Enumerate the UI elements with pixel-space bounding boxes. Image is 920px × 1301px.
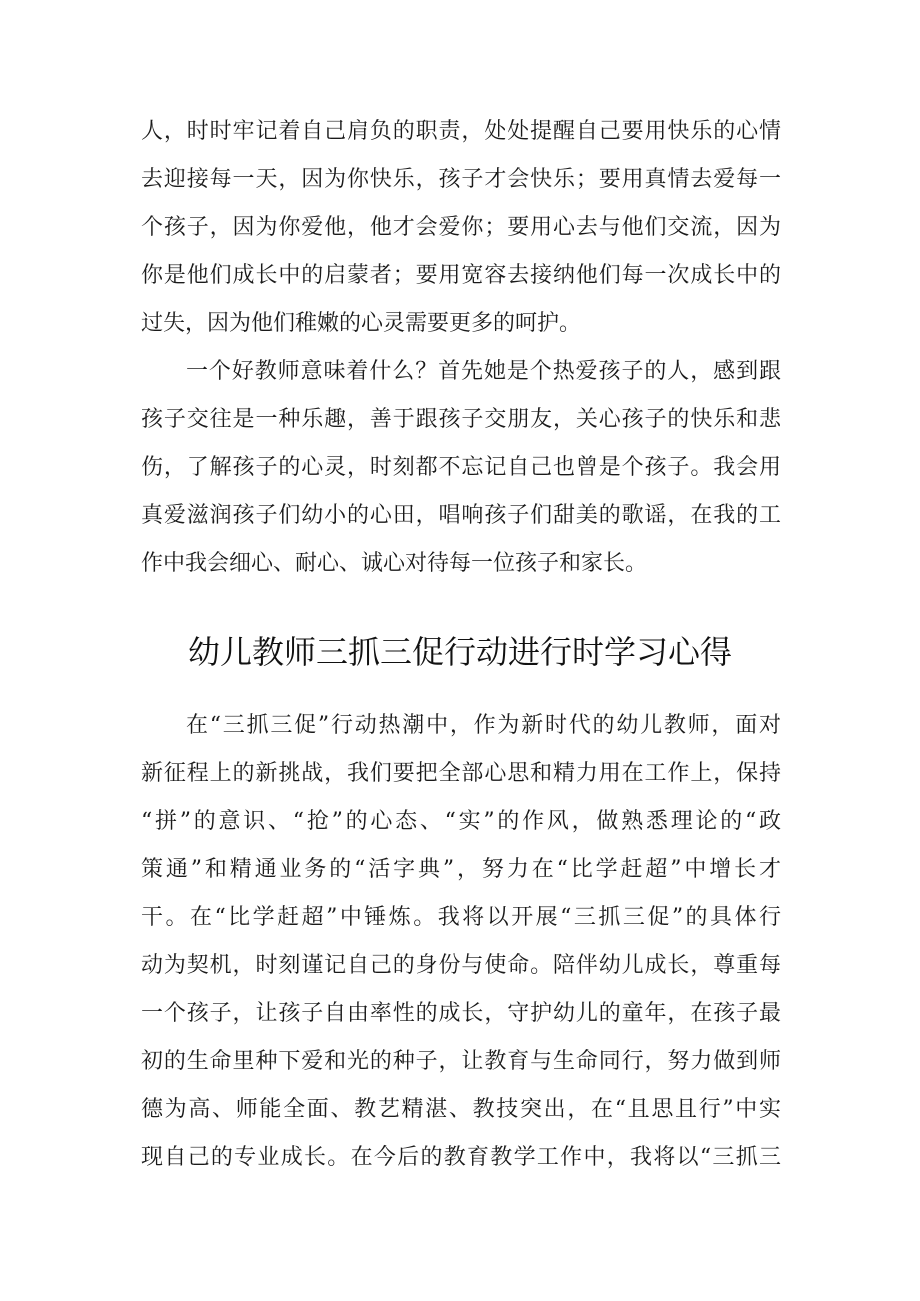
section-title: 幼儿教师三抓三促行动进行时学习心得: [187, 633, 732, 671]
paragraph-line: 新征程上的新挑战，我们要把全部心思和精力用在工作上，保持: [141, 761, 781, 786]
paragraph-line: 一个孩子，让孩子自由率性的成长，守护幼儿的童年，在孩子最: [141, 1001, 781, 1026]
paragraph-line: 孩子交往是一种乐趣，善于跟孩子交朋友，关心孩子的快乐和悲: [141, 407, 781, 432]
paragraph-line: 伤，了解孩子的心灵，时刻都不忘记自己也曾是个孩子。我会用: [141, 455, 781, 480]
paragraph-line: 去迎接每一天，因为你快乐，孩子才会快乐；要用真情去爱每一: [141, 167, 781, 192]
paragraph-line: “拼”的意识、“抢”的心态、“实”的作风，做熟悉理论的“政: [141, 809, 781, 834]
paragraph-line: 干。在“比学赶超”中锤炼。我将以开展“三抓三促”的具体行: [141, 905, 781, 930]
paragraph-line: 策通”和精通业务的“活字典”，努力在“比学赶超”中增长才: [141, 857, 781, 882]
paragraph-line: 现自己的专业成长。在今后的教育教学工作中，我将以“三抓三: [141, 1145, 781, 1170]
paragraph-line: 德为高、师能全面、教艺精湛、教技突出，在“且思且行”中实: [141, 1097, 781, 1122]
paragraph-line: 初的生命里种下爱和光的种子，让教育与生命同行，努力做到师: [141, 1049, 781, 1074]
paragraph-line: 过失，因为他们稚嫩的心灵需要更多的呵护。: [141, 311, 582, 336]
paragraph-line: 在“三抓三促”行动热潮中，作为新时代的幼儿教师，面对: [186, 713, 781, 738]
paragraph-line: 人，时时牢记着自己肩负的职责，处处提醒自己要用快乐的心情: [141, 119, 781, 144]
paragraph-line: 动为契机，时刻谨记自己的身份与使命。陪伴幼儿成长，尊重每: [141, 953, 781, 978]
paragraph-line: 作中我会细心、耐心、诚心对待每一位孩子和家长。: [141, 551, 648, 576]
paragraph-line: 你是他们成长中的启蒙者；要用宽容去接纳他们每一次成长中的: [141, 263, 781, 288]
paragraph-line: 个孩子，因为你爱他，他才会爱你；要用心去与他们交流，因为: [141, 215, 781, 240]
paragraph-line: 一个好教师意味着什么？首先她是个热爱孩子的人，感到跟: [186, 359, 781, 384]
paragraph-line: 真爱滋润孩子们幼小的心田，唱响孩子们甜美的歌谣，在我的工: [141, 503, 781, 528]
